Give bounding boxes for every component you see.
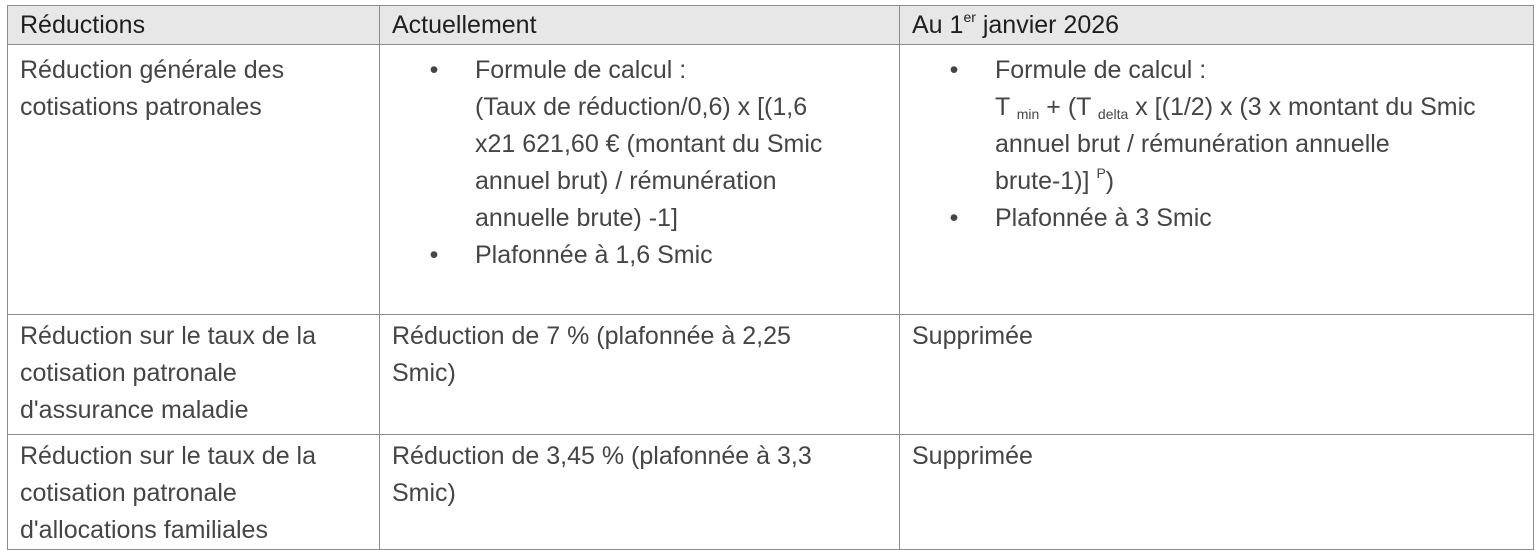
list-item — [912, 52, 1521, 200]
header-2026-sup: er — [963, 8, 976, 25]
current-list — [392, 52, 887, 274]
reduction-line: Réduction générale des — [20, 56, 285, 84]
formula-label: Formule de calcul : — [995, 56, 1207, 84]
list-item — [392, 237, 887, 274]
current-line: Réduction de 3,45 % (plafonnée à 3,3 — [392, 442, 812, 470]
bullet: • — [949, 204, 959, 232]
reduction-line: cotisation patronale — [20, 479, 237, 507]
header-reductions: Réductions — [8, 6, 380, 45]
formula-line — [995, 163, 1521, 200]
table-header-row — [8, 6, 1534, 45]
future-cell — [900, 45, 1534, 315]
reduction-cell — [8, 315, 380, 435]
list-item — [392, 52, 887, 237]
formula-line — [995, 89, 1521, 126]
formula-label: Formule de calcul : — [475, 56, 687, 84]
bullet: • — [429, 241, 439, 269]
formula-sub-min: min — [1016, 106, 1040, 122]
formula-line: (Taux de réduction/0,6) x [(1,6 — [475, 93, 808, 121]
table-row — [8, 45, 1534, 315]
formula-part: T — [995, 93, 1017, 121]
bullet: • — [949, 56, 959, 84]
list-item — [912, 200, 1521, 237]
formula-part: brute-1)] — [995, 167, 1097, 195]
formula-part: ) — [1105, 167, 1115, 195]
formula-part: x [(1/2) x (3 x montant du Smic — [1128, 93, 1476, 121]
reduction-line: Réduction sur le taux de la — [20, 322, 317, 350]
table-row — [8, 315, 1534, 435]
current-cell — [380, 435, 900, 550]
current-line: Smic) — [392, 359, 456, 387]
formula-line: x21 621,60 € (montant du Smic — [475, 130, 823, 158]
header-current: Actuellement — [380, 6, 900, 45]
formula-sup-p: P — [1096, 164, 1106, 181]
cap-text: Plafonnée à 3 Smic — [995, 204, 1212, 232]
cap-text: Plafonnée à 1,6 Smic — [475, 241, 713, 269]
bullet: • — [429, 56, 439, 84]
reduction-cell — [8, 435, 380, 550]
header-2026-post: janvier 2026 — [975, 11, 1120, 39]
current-cell — [380, 315, 900, 435]
formula-line: annuel brut) / rémunération — [475, 167, 777, 195]
formula-line: annuel brut / rémunération annuelle — [995, 130, 1390, 158]
header-2026 — [900, 6, 1534, 45]
reductions-table — [7, 5, 1534, 550]
reduction-cell — [8, 45, 380, 315]
formula-line: annuelle brute) -1] — [475, 204, 678, 232]
header-2026-pre: Au 1 — [912, 11, 964, 39]
future-cell: Supprimée — [900, 315, 1534, 435]
future-list — [912, 52, 1521, 237]
reduction-line: d'allocations familiales — [20, 516, 268, 544]
reduction-line: d'assurance maladie — [20, 396, 249, 424]
formula-part: + (T — [1039, 93, 1098, 121]
current-line: Réduction de 7 % (plafonnée à 2,25 — [392, 322, 791, 350]
current-cell — [380, 45, 900, 315]
future-cell: Supprimée — [900, 435, 1534, 550]
reduction-line: Réduction sur le taux de la — [20, 442, 317, 470]
formula-sub-delta: delta — [1097, 106, 1129, 122]
reduction-line: cotisation patronale — [20, 359, 237, 387]
table-row — [8, 435, 1534, 550]
current-line: Smic) — [392, 479, 456, 507]
reduction-line: cotisations patronales — [20, 93, 262, 121]
